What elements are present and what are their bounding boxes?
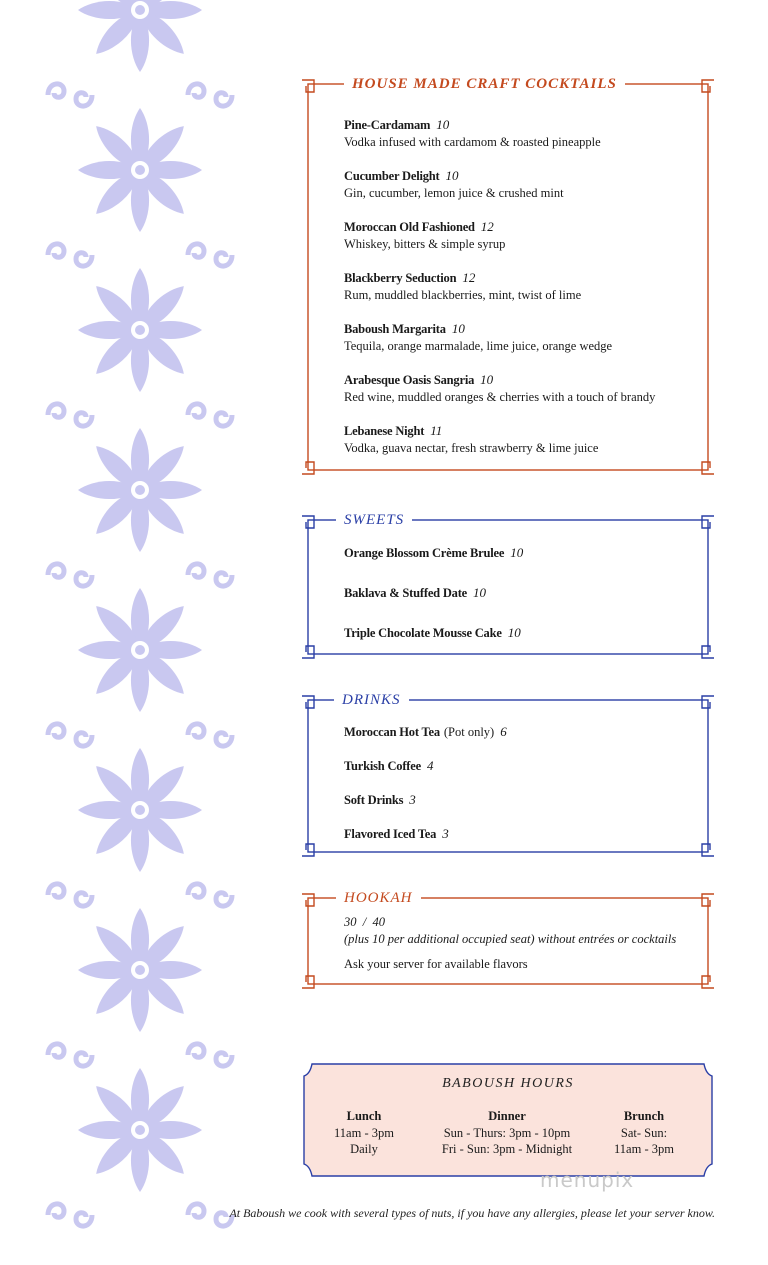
list-item: [344, 624, 694, 642]
hours-brunch-label: Brunch: [623, 1109, 665, 1123]
item-price: 10: [451, 321, 465, 336]
item-description: Vodka, guava nectar, fresh strawberry & lime juice: [344, 441, 599, 455]
decorative-tile-pattern: [40, 0, 240, 1265]
item-name: Turkish Coffee: [344, 759, 421, 773]
watermark-logo: menupix: [540, 1168, 635, 1192]
hours-brunch-line1: Sat- Sun:: [620, 1125, 668, 1140]
hours-lunch-label: Lunch: [346, 1109, 382, 1123]
item-description: Tequila, orange marmalade, lime juice, orange wedge: [344, 339, 613, 353]
list-item: [344, 544, 694, 562]
item-price: 6: [500, 724, 507, 739]
list-item: [344, 757, 694, 775]
item-price: 10: [507, 625, 521, 640]
cocktails-heading: HOUSE MADE CRAFT COCKTAILS: [344, 75, 625, 93]
item-name: Arabesque Oasis Sangria: [344, 373, 475, 387]
item-price: 3: [409, 792, 416, 807]
item-description: Gin, cucumber, lemon juice & crushed mint: [344, 186, 564, 200]
item-name: Moroccan Hot Tea: [344, 725, 440, 739]
item-price: 10: [445, 168, 459, 183]
item-name: Cucumber Delight: [344, 169, 440, 183]
hookah-detail: (plus 10 per additional occupied seat) without entrées or cocktails: [344, 932, 677, 946]
hookah-price: 30 / 40: [344, 915, 385, 929]
list-item: [344, 723, 694, 741]
item-description: Rum, muddled blackberries, mint, twist of lime: [344, 288, 582, 302]
item-name: Flavored Iced Tea: [344, 827, 437, 841]
item-price: 4: [426, 758, 434, 773]
item-description: Red wine, muddled oranges & cherries with a touch of brandy: [344, 390, 656, 404]
item-price: 3: [442, 826, 449, 841]
hours-dinner-line1: Sun - Thurs: 3pm - 10pm: [443, 1125, 571, 1140]
item-name: Blackberry Seduction: [344, 271, 457, 285]
hookah-section: [302, 890, 714, 992]
list-item: [344, 791, 694, 809]
drinks-heading: DRINKS: [334, 691, 409, 709]
list-item: [344, 825, 694, 843]
item-name: Triple Chocolate Mousse Cake: [344, 626, 502, 640]
item-description: Vodka infused with cardamom & roasted pineapple: [344, 135, 601, 149]
allergy-notice: At Baboush we cook with several types of nuts, if you have any allergies, please let your server know.: [229, 1206, 715, 1220]
item-name: Baklava & Stuffed Date: [344, 586, 468, 600]
hours-lunch-line1: 11am - 3pm: [334, 1125, 394, 1140]
item-description: Whiskey, bitters & simple syrup: [344, 237, 506, 251]
item-name: Pine-Cardamam: [344, 118, 431, 132]
hours-lunch-line2: Daily: [350, 1142, 378, 1156]
item-price: 12: [480, 219, 494, 234]
item-price: 10: [473, 585, 487, 600]
hours-title: BABOUSH HOURS: [442, 1076, 574, 1091]
hookah-note: Ask your server for available flavors: [344, 957, 528, 971]
hours-dinner: [422, 1108, 592, 1158]
list-item: [344, 320, 694, 355]
cocktails-section: [302, 74, 714, 480]
hookah-details: [344, 914, 694, 973]
item-price: 12: [462, 270, 476, 285]
item-name: Baboush Margarita: [344, 322, 446, 336]
sweets-section: [302, 512, 714, 662]
item-price: 11: [430, 423, 443, 438]
drinks-section: [302, 692, 714, 860]
item-price: 10: [436, 117, 450, 132]
list-item: [344, 422, 694, 457]
list-item: [344, 371, 694, 406]
hours-dinner-line2: Fri - Sun: 3pm - Midnight: [441, 1142, 573, 1156]
drinks-list: [344, 723, 694, 843]
list-item: [344, 269, 694, 304]
hours-dinner-label: Dinner: [488, 1109, 526, 1123]
hours-section: [302, 1062, 714, 1178]
item-price: 10: [510, 545, 524, 560]
item-note: (Pot only): [443, 725, 495, 739]
item-name: Moroccan Old Fashioned: [344, 220, 475, 234]
list-item: [344, 116, 694, 151]
item-price: 10: [480, 372, 494, 387]
list-item: [344, 218, 694, 253]
hours-lunch: [316, 1108, 412, 1158]
list-item: [344, 584, 694, 602]
item-name: Orange Blossom Crème Brulee: [344, 546, 505, 560]
item-name: Soft Drinks: [344, 793, 404, 807]
sweets-heading: SWEETS: [336, 511, 412, 529]
hours-brunch: [602, 1108, 686, 1158]
list-item: [344, 167, 694, 202]
hookah-heading: HOOKAH: [336, 889, 421, 907]
hours-brunch-line2: 11am - 3pm: [614, 1142, 674, 1156]
cocktails-list: [344, 116, 694, 457]
sweets-list: [344, 544, 694, 642]
item-name: Lebanese Night: [344, 424, 425, 438]
